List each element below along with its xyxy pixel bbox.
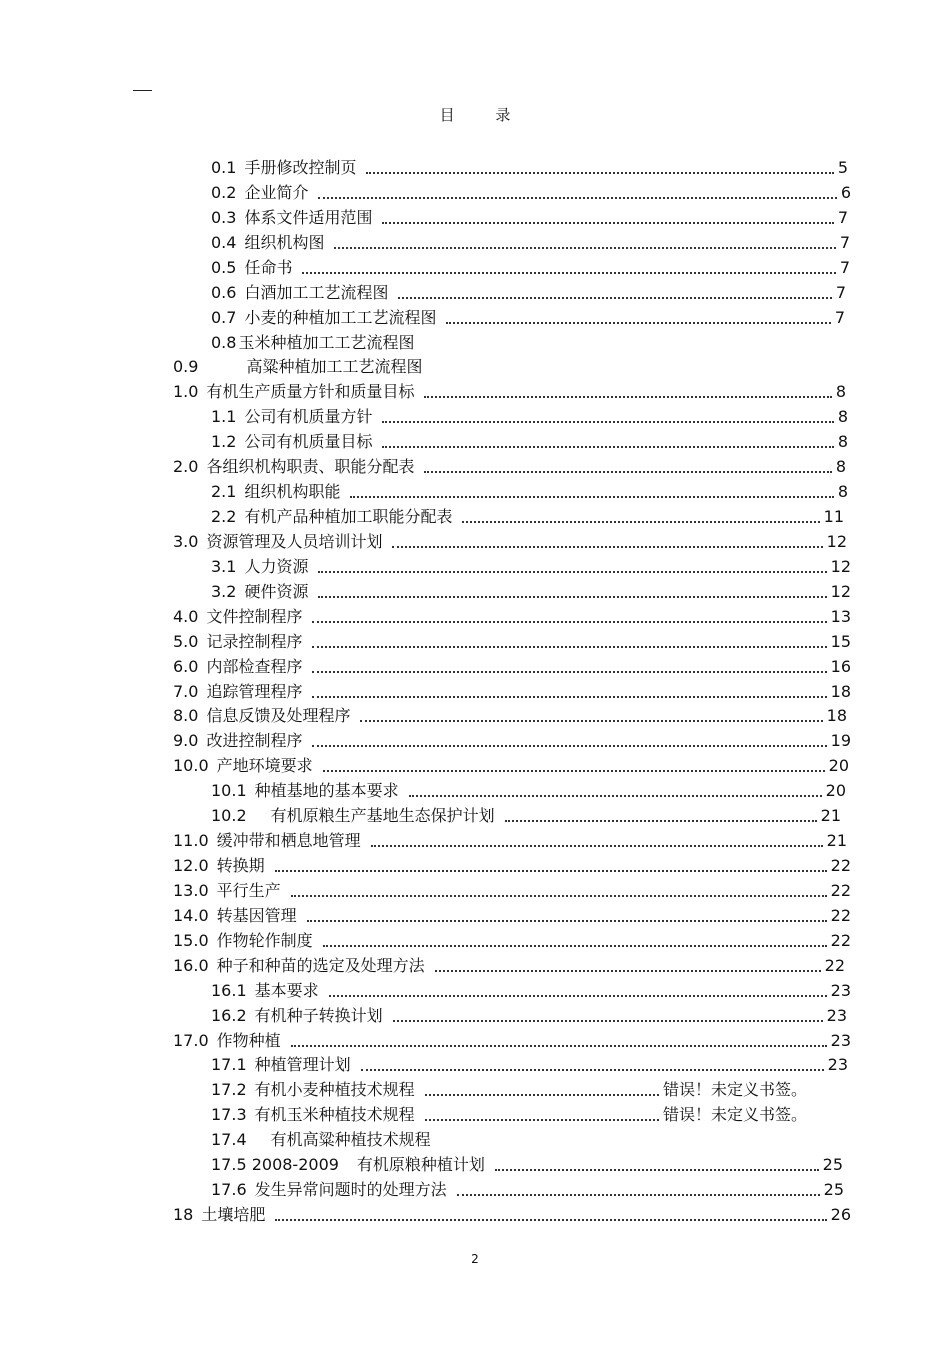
toc-entry-page: 13 [830,606,851,626]
toc-entry-page: 7 [837,207,848,227]
toc-entry-number: 16.0 [173,955,209,975]
toc-entry-number: 17.0 [173,1030,209,1050]
toc-entry-number: 0.7 [211,307,237,327]
toc-entry-title: 改进控制程序 [206,731,303,751]
toc-entry-number: 3.1 [211,556,237,576]
toc-entry-title: 作物种植 [216,1030,281,1050]
toc-leader-dots [318,571,826,573]
toc-entry[interactable] [211,279,846,303]
toc-entry-title: 有机种子转换计划 [254,1005,383,1025]
toc-entry[interactable] [173,453,846,477]
toc-entry-number: 8.0 [173,706,199,726]
toc-entry-title: 文件控制程序 [206,606,303,626]
toc-entry-title: 体系文件适用范围 [244,207,373,227]
toc-leader-dots [323,945,827,947]
toc-entry-title: 追踪管理程序 [206,681,303,701]
toc-entry[interactable] [211,229,850,253]
toc-entry-title: 记录控制程序 [206,631,303,651]
toc-entry-page: 22 [824,955,845,975]
toc-entry-page: 7 [835,282,846,302]
toc-entry-page: 20 [825,781,846,801]
toc-entry-page: 15 [830,631,851,651]
toc-entry[interactable] [211,179,851,203]
toc-entry-number: 1.1 [211,407,237,427]
toc-entry-title: 有机原粮种植计划 [356,1155,485,1175]
toc-entry[interactable] [211,304,845,328]
toc-entry[interactable] [211,802,841,826]
toc-entry-page: 23 [826,1005,847,1025]
toc-entry-title: 缓冲带和栖息地管理 [216,831,361,851]
toc-leader-dots [393,1020,823,1022]
toc-entry-page: 23 [827,1055,848,1075]
toc-leader-dots [398,297,831,299]
toc-leader-dots [435,970,821,972]
toc-entry-number: 0.9 [173,357,199,377]
toc-entry-number: 15.0 [173,930,209,950]
toc-entry-page: 20 [828,756,849,776]
toc-entry-number: 14.0 [173,905,209,925]
toc-entry[interactable] [211,1076,807,1100]
toc-leader-dots [307,920,827,922]
toc-entry-number: 4.0 [173,606,199,626]
toc-entry[interactable] [173,752,849,776]
toc-entry-page: 8 [837,432,848,452]
toc-entry-number: 1.2 [211,432,237,452]
toc-entry[interactable] [211,1101,807,1125]
toc-leader-dots [505,820,817,822]
toc-entry-title: 白酒加工工艺流程图 [244,282,389,302]
toc-entry-title: 平行生产 [216,880,281,900]
toc-entry-title: 转换期 [216,856,265,876]
toc-entry-title: 种植管理计划 [254,1055,351,1075]
toc-title: 目 录 [439,106,529,124]
toc-entry-title: 作物轮作制度 [216,930,313,950]
toc-entry-title: 人力资源 [244,556,309,576]
toc-leader-dots [495,1169,819,1171]
toc-entry-number: 17.3 [211,1105,247,1125]
toc-entry-number: 0.8 [211,332,237,352]
header-rule [133,90,152,91]
toc-entry-title: 资源管理及人员培训计划 [206,531,383,551]
toc-entry-title: 硬件资源 [244,581,309,601]
toc-entry-number: 17.6 [211,1180,247,1200]
toc-entry-number: 2.1 [211,482,237,502]
toc-entry-number: 3.2 [211,581,237,601]
toc-entry-title: 有机小麦种植技术规程 [254,1080,415,1100]
toc-entry-title: 种子和种苗的选定及处理方法 [216,955,425,975]
toc-entry-number: 16.1 [211,980,247,1000]
toc-leader-dots [312,696,826,698]
toc-entry-page: 错误！未定义书签。 [662,1080,807,1100]
toc-entry-page: 7 [839,257,850,277]
toc-entry-page: 12 [830,556,851,576]
toc-entry[interactable] [211,777,846,801]
toc-entry[interactable] [211,1151,843,1175]
toc-entry-number: 0.6 [211,282,237,302]
toc-entry[interactable] [173,852,851,876]
toc-leader-dots [275,1219,826,1221]
toc-leader-dots [382,421,833,423]
toc-entry[interactable] [211,977,851,1001]
toc-entry[interactable] [173,902,851,926]
toc-entry-page: 错误！未定义书签。 [662,1105,807,1125]
toc-entry[interactable] [173,927,851,951]
toc-leader-dots [312,646,826,648]
toc-entry-page: 18 [830,681,851,701]
toc-entry-page: 21 [826,831,847,851]
toc-entry-number: 16.2 [211,1005,247,1025]
toc-entry[interactable] [173,702,847,726]
toc-leader-dots [312,671,826,673]
toc-entry[interactable] [211,254,850,278]
toc-entry-number: 7.0 [173,681,199,701]
toc-entry[interactable] [173,528,847,552]
page-number: 2 [471,1252,479,1266]
toc-entry-title: 公司有机质量目标 [244,432,373,452]
toc-entry-title: 有机原粮生产基地生态保护计划 [270,806,495,826]
toc-entry-page: 25 [822,1155,843,1175]
toc-entry[interactable] [211,503,844,527]
toc-entry-number: 3.0 [173,531,199,551]
toc-entry-title: 发生异常问题时的处理方法 [254,1180,447,1200]
toc-leader-dots [312,745,826,747]
toc-entry-page: 21 [820,806,841,826]
toc-entry-number: 17.2 [211,1080,247,1100]
toc-entry-title: 有机玉米种植技术规程 [254,1105,415,1125]
toc-entry-number: 5.0 [173,631,199,651]
toc-entry-number: 2.0 [173,457,199,477]
toc-entry[interactable] [173,827,847,851]
toc-entry-number: 13.0 [173,880,209,900]
toc-entry-page: 22 [830,856,851,876]
toc-entry[interactable] [173,678,851,702]
toc-entry-page: 16 [830,656,851,676]
toc-leader-dots [462,521,819,523]
toc-entry-number: 0.2 [211,182,237,202]
toc-leader-dots [409,795,822,797]
toc-entry-page: 8 [837,482,848,502]
toc-entry-title: 组织机构职能 [244,482,341,502]
toc-entry-number: 0.3 [211,207,237,227]
toc-entry-title: 有机生产质量方针和质量目标 [206,382,415,402]
toc-entry-title: 信息反馈及处理程序 [206,706,351,726]
toc-entry-title: 转基因管理 [216,905,297,925]
toc-entry-title: 各组织机构职责、职能分配表 [206,457,415,477]
toc-entry[interactable] [211,428,848,452]
toc-entry-number: 10.0 [173,756,209,776]
toc-leader-dots [392,546,822,548]
toc-entry[interactable] [173,1201,851,1225]
toc-entry-page: 7 [839,232,850,252]
toc-entry-page: 19 [830,731,851,751]
toc-entry-title: 有机产品种植加工职能分配表 [244,507,453,527]
toc-entry-title: 组织机构图 [244,232,325,252]
toc-leader-dots [425,1094,659,1096]
toc-entry-number: 0.4 [211,232,237,252]
toc-leader-dots [291,1045,827,1047]
toc-entry-page: 11 [823,507,844,527]
toc-leader-dots [275,870,827,872]
toc-entry-number: 0.5 [211,257,237,277]
toc-entry-title: 公司有机质量方针 [244,407,373,427]
toc-entry-title: 产地环境要求 [216,756,313,776]
toc-entry[interactable] [211,329,414,353]
toc-entry-number: 10.1 [211,781,247,801]
toc-entry[interactable] [211,204,848,228]
toc-leader-dots [382,222,833,224]
toc-entry-number: 12.0 [173,856,209,876]
toc-entry[interactable] [173,353,422,377]
toc-entry-number: 10.2 [211,806,247,826]
toc-entry-page: 7 [834,307,845,327]
toc-entry[interactable] [173,727,851,751]
toc-entry[interactable] [211,1176,844,1200]
toc-entry[interactable] [173,378,846,402]
toc-entry-page: 8 [835,382,846,402]
toc-leader-dots [382,446,833,448]
toc-leader-dots [360,720,822,722]
toc-entry[interactable] [211,478,848,502]
toc-entry-title: 土壤培肥 [201,1205,266,1225]
toc-entry-page: 8 [835,457,846,477]
toc-entry-number: 0.1 [211,158,237,177]
toc-entry[interactable] [211,1126,431,1150]
toc-entry[interactable] [173,952,845,976]
toc-entry-page: 22 [830,930,851,950]
toc-entry-page: 5 [837,158,848,177]
toc-leader-dots [302,272,835,274]
toc-entry-page: 26 [830,1205,851,1225]
toc-entry-title: 手册修改控制页 [244,158,357,177]
toc-entry-title: 任命书 [244,257,293,277]
toc-entry[interactable] [211,1051,848,1075]
toc-entry-title: 企业简介 [244,182,309,202]
toc-entry[interactable] [173,1027,851,1051]
toc-entry[interactable] [173,877,851,901]
toc-entry-number: 9.0 [173,731,199,751]
toc-entry-page: 6 [840,182,851,202]
toc-entry-page: 12 [830,581,851,601]
toc-entry-number: 17.5 2008-2009 [211,1155,339,1175]
toc-entry-page: 23 [830,1030,851,1050]
toc-leader-dots [312,621,826,623]
toc-entry[interactable] [173,653,851,677]
toc-entry-number: 18 [173,1205,194,1225]
toc-entry-title: 玉米种植加工工艺流程图 [238,332,415,352]
toc-entry-title: 有机高粱种植技术规程 [270,1130,431,1150]
toc-leader-dots [425,1119,659,1121]
toc-leader-dots [291,895,827,897]
toc-entry-number: 6.0 [173,656,199,676]
toc-entry[interactable] [211,578,851,602]
toc-entry-title: 种植基地的基本要求 [254,781,399,801]
toc-entry-page: 8 [837,407,848,427]
toc-entry[interactable] [173,628,851,652]
toc-leader-dots [318,596,826,598]
toc-leader-dots [350,496,833,498]
toc-entry[interactable] [211,403,848,427]
toc-entry[interactable] [211,1002,847,1026]
toc-entry-page: 25 [823,1180,844,1200]
toc-leader-dots [323,770,825,772]
toc-entry-title: 内部检查程序 [206,656,303,676]
toc-entry-page: 23 [830,980,851,1000]
toc-entry-page: 22 [830,905,851,925]
toc-leader-dots [424,396,831,398]
toc-entry-number: 17.1 [211,1055,247,1075]
toc-leader-dots [424,471,831,473]
toc-leader-dots [318,197,836,199]
toc-entry-number: 1.0 [173,382,199,402]
toc-entry[interactable] [211,553,851,577]
toc-entry-number: 2.2 [211,507,237,527]
toc-entry-page: 12 [826,531,847,551]
toc-leader-dots [457,1194,820,1196]
toc-entry-title: 基本要求 [254,980,319,1000]
toc-leader-dots [329,995,827,997]
toc-entry-page: 18 [826,706,847,726]
toc-leader-dots [366,172,833,174]
toc-entry-number: 11.0 [173,831,209,851]
toc-entry-number: 17.4 [211,1130,247,1150]
toc-entry-title: 高粱种植加工工艺流程图 [246,357,423,377]
toc-leader-dots [361,1069,824,1071]
toc-entry[interactable] [173,603,851,627]
toc-leader-dots [446,322,830,324]
toc-leader-dots [371,845,823,847]
toc-entry[interactable] [211,154,848,178]
toc-leader-dots [334,247,835,249]
toc-entry-title: 小麦的种植加工工艺流程图 [244,307,437,327]
toc-entry-page: 22 [830,880,851,900]
